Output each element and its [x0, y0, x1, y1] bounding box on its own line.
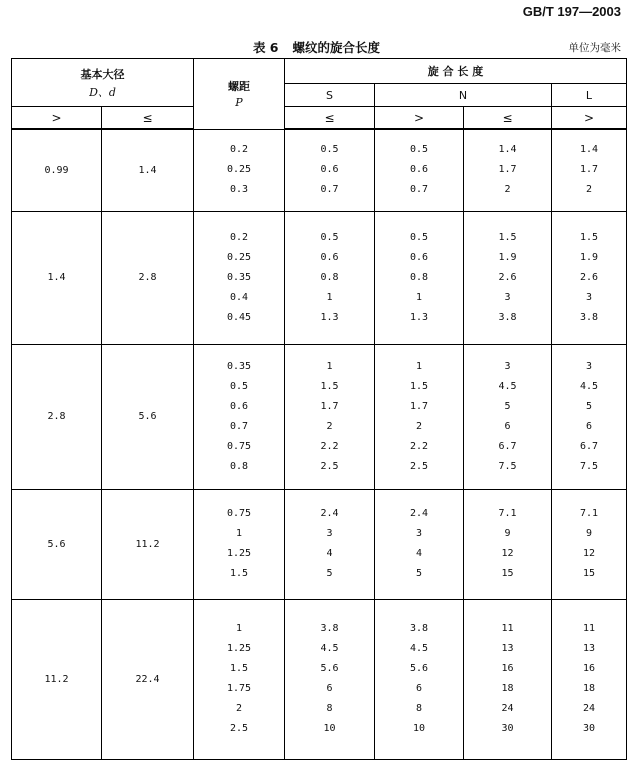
s-le-value: 0.7	[320, 184, 339, 196]
s-le-value: 10	[323, 723, 336, 734]
table-caption	[0, 38, 633, 56]
pitch-label: 螺距	[228, 80, 250, 94]
l-gt-value: 1.4	[579, 144, 599, 156]
l-gt-header: >	[552, 107, 627, 130]
pitch-value: 1.75	[226, 683, 252, 694]
n-gt-value: 8	[415, 703, 423, 714]
pitch-cell	[194, 129, 285, 211]
table-title: 螺纹的旋合长度	[292, 40, 381, 55]
engagement-length-header	[285, 59, 627, 84]
s-le-value: 2	[326, 420, 333, 432]
n-le-value: 11	[501, 623, 514, 634]
pitch-value: 0.2	[229, 144, 249, 155]
pitch-value: 0.35	[226, 360, 252, 372]
s-le-value: 1	[326, 291, 333, 303]
n-le-value: 2.6	[498, 271, 517, 283]
pitch-cell	[194, 599, 285, 759]
l-gt-value: 5	[585, 400, 593, 412]
l-gt-value: 6.7	[579, 440, 599, 452]
l-gt-value: 13	[582, 643, 596, 654]
pitch-value: 0.3	[229, 184, 249, 195]
n-le-cell	[464, 344, 552, 489]
n-le-cell	[464, 211, 552, 344]
pitch-value: 1.5	[229, 663, 249, 674]
s-le-value: 1.5	[320, 380, 339, 392]
diameter-max-cell: 5.6	[102, 344, 194, 489]
diameter-min-cell: 2.8	[12, 344, 102, 489]
n-le-cell	[464, 129, 552, 211]
pitch-cell	[194, 489, 285, 599]
pitch-value: 0.75	[226, 440, 252, 452]
pitch-value: 0.75	[226, 508, 252, 519]
l-gt-value: 1.7	[579, 164, 599, 176]
n-gt-value: 4	[415, 548, 423, 559]
s-le-value: 1.3	[320, 311, 339, 323]
s-le-cell	[285, 211, 375, 344]
s-le-cell	[285, 344, 375, 489]
engagement-length-table	[11, 58, 627, 760]
n-le-value: 12	[501, 548, 514, 559]
diameter-min-cell: 5.6	[12, 489, 102, 599]
l-gt-value: 3	[585, 291, 593, 303]
n-le-value: 16	[501, 663, 514, 674]
pitch-value: 0.5	[229, 380, 249, 392]
n-le-value: 30	[501, 723, 514, 734]
n-le-value: 18	[501, 683, 514, 694]
s-le-value: 4.5	[320, 643, 339, 654]
n-gt-value: 2.4	[409, 508, 429, 519]
s-le-value: 0.5	[320, 144, 339, 156]
l-gt-value: 7.5	[579, 460, 599, 472]
n-gt-value: 0.8	[409, 271, 429, 283]
l-gt-value: 1.5	[579, 231, 599, 243]
n-gt-value: 5.6	[409, 663, 429, 674]
l-gt-cell	[552, 599, 627, 759]
n-le-value: 7.5	[498, 460, 517, 472]
l-gt-value: 11	[582, 623, 596, 634]
s-le-value: 3	[326, 528, 333, 539]
pitch-value: 1.25	[226, 548, 252, 559]
s-le-value: 0.6	[320, 164, 339, 176]
n-le-value: 24	[501, 703, 514, 714]
l-gt-value: 2.6	[579, 271, 599, 283]
s-le-value: 8	[326, 703, 333, 714]
n-gt-value: 0.7	[409, 184, 429, 196]
n-gt-value: 1.5	[409, 380, 429, 392]
l-gt-cell	[552, 211, 627, 344]
s-le-cell	[285, 489, 375, 599]
n-le-value: 1.4	[498, 144, 517, 156]
n-le-value: 3.8	[498, 311, 517, 323]
n-gt-value: 3	[415, 528, 423, 539]
pitch-value: 0.25	[226, 251, 252, 263]
l-gt-value: 15	[582, 568, 596, 579]
n-le-value: 1.9	[498, 251, 517, 263]
n-le-value: 1.7	[498, 164, 517, 176]
l-gt-value: 3	[585, 360, 593, 372]
n-gt-cell	[375, 599, 464, 759]
group-s-header: S	[285, 84, 375, 107]
pitch-value: 0.25	[226, 164, 252, 175]
l-gt-cell	[552, 344, 627, 489]
l-gt-value: 3.8	[579, 311, 599, 323]
diameter-gt-header: >	[12, 107, 102, 130]
n-gt-value: 10	[412, 723, 426, 734]
n-le-header: ≤	[464, 107, 552, 130]
l-gt-value: 30	[582, 723, 596, 734]
n-gt-value: 1.7	[409, 400, 429, 412]
table-row	[12, 344, 627, 489]
n-gt-value: 0.5	[409, 231, 429, 243]
group-l-header: L	[552, 84, 627, 107]
table-body	[12, 129, 627, 759]
pitch-symbol: P	[235, 96, 243, 110]
s-le-value: 5.6	[320, 663, 339, 674]
pitch-value: 1.5	[229, 568, 249, 579]
s-le-value: 5	[326, 568, 333, 579]
n-gt-value: 2	[415, 420, 423, 432]
diameter-le-header: ≤	[102, 107, 194, 130]
diameter-min-cell: 0.99	[12, 129, 102, 211]
n-le-value: 6	[504, 420, 511, 432]
diameter-max-cell: 2.8	[102, 211, 194, 344]
basic-diameter-symbol: D、d	[89, 85, 116, 99]
n-gt-value: 5	[415, 568, 423, 579]
standard-code: GB/T 197—2003	[522, 4, 621, 19]
s-le-value: 0.6	[320, 251, 339, 263]
n-gt-value: 1.3	[409, 311, 429, 323]
group-n-header: N	[375, 84, 552, 107]
s-le-value: 2.2	[320, 440, 339, 452]
diameter-min-cell: 1.4	[12, 211, 102, 344]
diameter-max-cell: 11.2	[102, 489, 194, 599]
l-gt-value: 7.1	[579, 508, 599, 519]
n-le-value: 3	[504, 291, 511, 303]
pitch-value: 0.4	[229, 291, 249, 303]
s-le-value: 2.4	[320, 508, 339, 519]
n-le-value: 15	[501, 568, 514, 579]
n-le-value: 2	[504, 184, 511, 196]
n-gt-value: 2.5	[409, 460, 429, 472]
l-gt-value: 16	[582, 663, 596, 674]
n-gt-value: 1	[415, 291, 423, 303]
pitch-value: 0.45	[226, 311, 252, 323]
n-le-value: 3	[504, 360, 511, 372]
n-gt-value: 0.5	[409, 144, 429, 156]
l-gt-value: 9	[585, 528, 593, 539]
pitch-value: 1.25	[226, 643, 252, 654]
n-gt-value: 6	[415, 683, 423, 694]
n-le-value: 6.7	[498, 440, 517, 452]
n-le-value: 4.5	[498, 380, 517, 392]
table-row	[12, 599, 627, 759]
pitch-value: 0.7	[229, 420, 249, 432]
n-gt-cell	[375, 489, 464, 599]
s-le-value: 3.8	[320, 623, 339, 634]
pitch-value: 0.2	[229, 231, 249, 243]
table-number: 表 6	[252, 40, 279, 55]
n-gt-cell	[375, 129, 464, 211]
table-row	[12, 129, 627, 211]
s-le-header: ≤	[285, 107, 375, 130]
n-le-value: 1.5	[498, 231, 517, 243]
l-gt-value: 24	[582, 703, 596, 714]
diameter-min-cell: 11.2	[12, 599, 102, 759]
diameter-max-cell: 22.4	[102, 599, 194, 759]
table-row	[12, 211, 627, 344]
engagement-length-label: 旋 合 长 度	[427, 65, 484, 78]
basic-diameter-header	[12, 59, 194, 107]
pitch-value: 0.35	[226, 271, 252, 283]
s-le-value: 4	[326, 548, 333, 559]
n-le-value: 13	[501, 643, 514, 654]
l-gt-value: 12	[582, 548, 596, 559]
l-gt-value: 2	[585, 184, 593, 196]
l-gt-cell	[552, 489, 627, 599]
s-le-value: 1	[326, 360, 333, 372]
diameter-max-cell: 1.4	[102, 129, 194, 211]
pitch-value: 0.6	[229, 400, 249, 412]
n-gt-value: 2.2	[409, 440, 429, 452]
pitch-value: 1	[235, 623, 243, 634]
n-gt-value: 3.8	[409, 623, 429, 634]
n-le-cell	[464, 599, 552, 759]
basic-diameter-label: 基本大径	[80, 67, 125, 81]
n-gt-value: 0.6	[409, 164, 429, 176]
n-le-cell	[464, 489, 552, 599]
unit-note: 单位为毫米	[568, 42, 621, 54]
n-gt-value: 4.5	[409, 643, 429, 654]
n-gt-cell	[375, 211, 464, 344]
s-le-cell	[285, 129, 375, 211]
n-gt-value: 1	[415, 360, 423, 372]
s-le-value: 0.8	[320, 271, 339, 283]
n-le-value: 7.1	[498, 508, 517, 519]
pitch-value: 2	[235, 703, 243, 714]
s-le-value: 6	[326, 683, 333, 694]
pitch-header	[194, 59, 285, 130]
n-gt-cell	[375, 344, 464, 489]
pitch-cell	[194, 344, 285, 489]
l-gt-value: 18	[582, 683, 596, 694]
s-le-value: 1.7	[320, 400, 339, 412]
s-le-value: 0.5	[320, 231, 339, 243]
n-le-value: 5	[504, 400, 511, 412]
pitch-value: 0.8	[229, 460, 249, 472]
n-gt-value: 0.6	[409, 251, 429, 263]
n-le-value: 9	[504, 528, 511, 539]
l-gt-value: 4.5	[579, 380, 599, 392]
pitch-value: 2.5	[229, 723, 249, 734]
pitch-value: 1	[235, 528, 243, 539]
s-le-value: 2.5	[320, 460, 339, 472]
table-row	[12, 489, 627, 599]
l-gt-cell	[552, 129, 627, 211]
n-gt-header: >	[375, 107, 464, 130]
pitch-cell	[194, 211, 285, 344]
l-gt-value: 1.9	[579, 251, 599, 263]
s-le-cell	[285, 599, 375, 759]
l-gt-value: 6	[585, 420, 593, 432]
